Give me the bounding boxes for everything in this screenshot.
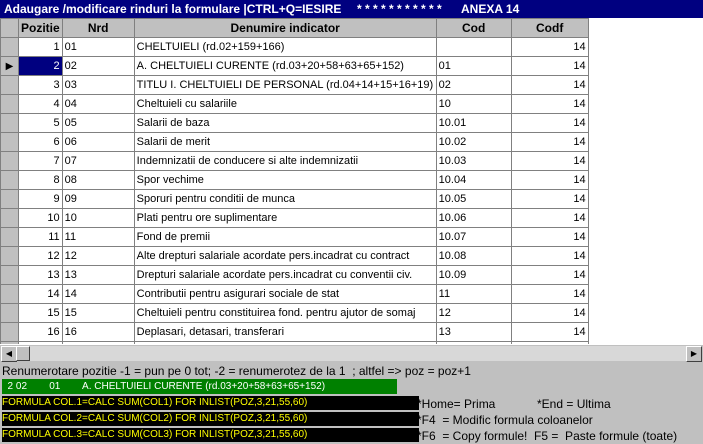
- cell-pozitie[interactable]: 16: [19, 323, 63, 342]
- cell-cod[interactable]: 10.09: [436, 266, 511, 285]
- row-pointer-icon: ▶: [5, 60, 14, 72]
- cell-codf[interactable]: 14: [511, 190, 588, 209]
- cell-cod[interactable]: 12: [436, 304, 511, 323]
- cell-cod[interactable]: 10: [436, 95, 511, 114]
- cell-codf[interactable]: 14: [511, 133, 588, 152]
- formula-col2[interactable]: FORMULA COL.2=CALC SUM(COL2) FOR INLIST(POZ,3,21,55,60): [2, 412, 419, 426]
- row-selector[interactable]: [1, 38, 19, 57]
- table-row[interactable]: [1, 114, 589, 133]
- cell-nrd[interactable]: 09: [62, 190, 134, 209]
- table-row[interactable]: [1, 152, 589, 171]
- row-selector[interactable]: [1, 190, 19, 209]
- cell-codf[interactable]: 14: [511, 209, 588, 228]
- cell-codf[interactable]: 14: [511, 38, 588, 57]
- cell-cod[interactable]: 01: [436, 57, 511, 76]
- scroll-thumb[interactable]: [16, 346, 30, 361]
- cell-codf[interactable]: 14: [511, 247, 588, 266]
- table-row[interactable]: [1, 323, 589, 342]
- table-row[interactable]: [1, 38, 589, 57]
- cell-denumire[interactable]: Indemnizatii de conducere si alte indemnizatii: [134, 152, 436, 171]
- cell-pozitie[interactable]: 5: [19, 114, 63, 133]
- row-selector[interactable]: [1, 133, 19, 152]
- scroll-left-icon[interactable]: ◀: [1, 346, 17, 362]
- cell-pozitie[interactable]: 2: [19, 57, 63, 76]
- row-selector[interactable]: [1, 304, 19, 323]
- cell-nrd[interactable]: 01: [62, 38, 134, 57]
- cell-denumire[interactable]: Alte drepturi salariale acordate pers.incadrat cu contract: [134, 247, 436, 266]
- row-selector[interactable]: [1, 323, 19, 342]
- table-row[interactable]: [1, 133, 589, 152]
- row-selector[interactable]: [1, 228, 19, 247]
- cell-nrd[interactable]: 14: [62, 285, 134, 304]
- cell-denumire[interactable]: Cheltuieli cu salariile: [134, 95, 436, 114]
- indicator-grid[interactable]: [0, 18, 703, 344]
- cell-nrd[interactable]: 11: [62, 228, 134, 247]
- cell-codf[interactable]: 14: [511, 57, 588, 76]
- cell-pozitie[interactable]: 1: [19, 38, 63, 57]
- row-selector-header: [1, 19, 19, 38]
- cell-nrd[interactable]: 16: [62, 323, 134, 342]
- cell-pozitie[interactable]: 4: [19, 95, 63, 114]
- hint-f6: *F6 = Copy formule! F5 = Paste formule (toate): [417, 429, 678, 443]
- cell-cod[interactable]: 10.03: [436, 152, 511, 171]
- row-selector[interactable]: [1, 247, 19, 266]
- table-row[interactable]: [1, 285, 589, 304]
- current-row-bar: 2 02 01 A. CHELTUIELI CURENTE (rd.03+20+58+63+65+152): [2, 379, 397, 394]
- hint-f4: *F4 = Modific formula coloanelor: [417, 413, 593, 427]
- scroll-track[interactable]: [16, 346, 687, 361]
- cell-nrd[interactable]: 03: [62, 76, 134, 95]
- cell-cod[interactable]: 10.07: [436, 228, 511, 247]
- cell-cod[interactable]: 10.08: [436, 247, 511, 266]
- cell-denumire[interactable]: Fond de premii: [134, 228, 436, 247]
- column-header-pozitie[interactable]: Pozitie: [19, 19, 63, 38]
- cell-nrd[interactable]: 04: [62, 95, 134, 114]
- column-header-nrd[interactable]: Nrd: [62, 19, 134, 38]
- cell-denumire[interactable]: Cheltuieli pentru constituirea fond. pentru ajutor de somaj: [134, 304, 436, 323]
- table-row[interactable]: [1, 95, 589, 114]
- cell-cod[interactable]: 10.05: [436, 190, 511, 209]
- table-row[interactable]: [1, 209, 589, 228]
- cell-cod[interactable]: 10.04: [436, 171, 511, 190]
- column-header-codf[interactable]: Codf: [511, 19, 588, 38]
- cell-cod[interactable]: 10.06: [436, 209, 511, 228]
- row-selector[interactable]: [1, 76, 19, 95]
- cell-codf[interactable]: 14: [511, 171, 588, 190]
- cell-codf[interactable]: 14: [511, 266, 588, 285]
- cell-nrd[interactable]: 15: [62, 304, 134, 323]
- cell-nrd[interactable]: 06: [62, 133, 134, 152]
- cell-cod[interactable]: 02: [436, 76, 511, 95]
- renumber-info: Renumerotare pozitie -1 = pun pe 0 tot; -2 = renumerotez de la 1 ; altfel => poz = poz+1: [2, 364, 471, 378]
- table-row[interactable]: [1, 57, 589, 76]
- cell-pozitie[interactable]: 14: [19, 285, 63, 304]
- cell-cod[interactable]: 10.01: [436, 114, 511, 133]
- cell-pozitie[interactable]: 3: [19, 76, 63, 95]
- cell-pozitie[interactable]: 7: [19, 152, 63, 171]
- scroll-right-icon[interactable]: ▶: [686, 346, 702, 362]
- formula-col3[interactable]: FORMULA COL.3=CALC SUM(COL3) FOR INLIST(POZ,3,21,55,60): [2, 428, 419, 442]
- cell-codf[interactable]: 14: [511, 114, 588, 133]
- table-row[interactable]: [1, 171, 589, 190]
- hint-end: *End = Ultima: [537, 397, 611, 411]
- title-stars: * * * * * * * * * * *: [357, 2, 442, 16]
- cell-codf[interactable]: 14: [511, 285, 588, 304]
- cell-pozitie[interactable]: 13: [19, 266, 63, 285]
- cell-cod[interactable]: 13: [436, 323, 511, 342]
- cell-denumire[interactable]: Salarii de merit: [134, 133, 436, 152]
- window-title: Adaugare /modificare rinduri la formulare |CTRL+Q=IESIRE: [4, 2, 342, 16]
- cell-nrd[interactable]: 07: [62, 152, 134, 171]
- table-row[interactable]: [1, 76, 589, 95]
- row-selector[interactable]: [1, 171, 19, 190]
- cell-denumire[interactable]: Spor vechime: [134, 171, 436, 190]
- row-selector[interactable]: [1, 266, 19, 285]
- cell-denumire[interactable]: A. CHELTUIELI CURENTE (rd.03+20+58+63+65+152): [134, 57, 436, 76]
- table-row[interactable]: [1, 190, 589, 209]
- cell-denumire[interactable]: Salarii de baza: [134, 114, 436, 133]
- cell-codf[interactable]: 14: [511, 95, 588, 114]
- row-selector[interactable]: [1, 95, 19, 114]
- cell-denumire[interactable]: Drepturi salariale acordate pers.incadrat cu conventii civ.: [134, 266, 436, 285]
- cell-codf[interactable]: 14: [511, 228, 588, 247]
- indicator-table: [0, 18, 589, 344]
- cell-denumire[interactable]: Contributii pentru asigurari sociale de stat: [134, 285, 436, 304]
- column-header-denumire[interactable]: Denumire indicator: [134, 19, 436, 38]
- cell-codf[interactable]: 14: [511, 323, 588, 342]
- hint-home: *Home= Prima: [417, 397, 496, 411]
- row-selector[interactable]: [1, 209, 19, 228]
- cell-cod[interactable]: 10.02: [436, 133, 511, 152]
- table-row[interactable]: [1, 304, 589, 323]
- cell-pozitie[interactable]: 15: [19, 304, 63, 323]
- cell-nrd[interactable]: 10: [62, 209, 134, 228]
- cell-denumire[interactable]: CHELTUIELI (rd.02+159+166): [134, 38, 436, 57]
- cell-nrd[interactable]: 12: [62, 247, 134, 266]
- cell-pozitie[interactable]: 6: [19, 133, 63, 152]
- row-selector[interactable]: [1, 57, 19, 76]
- formula-col1[interactable]: FORMULA COL.1=CALC SUM(COL1) FOR INLIST(POZ,3,21,55,60): [2, 396, 419, 410]
- cell-nrd[interactable]: 02: [62, 57, 134, 76]
- cell-codf[interactable]: 14: [511, 76, 588, 95]
- cell-denumire[interactable]: Plati pentru ore suplimentare: [134, 209, 436, 228]
- cell-nrd[interactable]: 13: [62, 266, 134, 285]
- column-header-cod[interactable]: Cod: [436, 19, 511, 38]
- cell-cod[interactable]: [436, 38, 511, 57]
- header-row: [1, 19, 589, 38]
- cell-pozitie[interactable]: 10: [19, 209, 63, 228]
- row-selector[interactable]: [1, 114, 19, 133]
- cell-pozitie[interactable]: 11: [19, 228, 63, 247]
- cell-denumire[interactable]: Deplasari, detasari, transferari: [134, 323, 436, 342]
- table-row[interactable]: [1, 266, 589, 285]
- cell-pozitie[interactable]: 8: [19, 171, 63, 190]
- cell-pozitie[interactable]: 12: [19, 247, 63, 266]
- cell-denumire[interactable]: TITLU I. CHELTUIELI DE PERSONAL (rd.04+14+15+16+19): [134, 76, 436, 95]
- title-bar: [0, 0, 703, 18]
- annex-label: ANEXA 14: [461, 2, 520, 16]
- cell-pozitie[interactable]: 9: [19, 190, 63, 209]
- table-row[interactable]: [1, 228, 589, 247]
- table-row[interactable]: [1, 247, 589, 266]
- cell-codf[interactable]: 14: [511, 152, 588, 171]
- cell-denumire[interactable]: Sporuri pentru conditii de munca: [134, 190, 436, 209]
- cell-cod[interactable]: 11: [436, 285, 511, 304]
- row-selector[interactable]: [1, 152, 19, 171]
- cell-nrd[interactable]: 08: [62, 171, 134, 190]
- horizontal-scrollbar[interactable]: [0, 344, 703, 362]
- cell-codf[interactable]: 14: [511, 304, 588, 323]
- row-selector[interactable]: [1, 285, 19, 304]
- cell-nrd[interactable]: 05: [62, 114, 134, 133]
